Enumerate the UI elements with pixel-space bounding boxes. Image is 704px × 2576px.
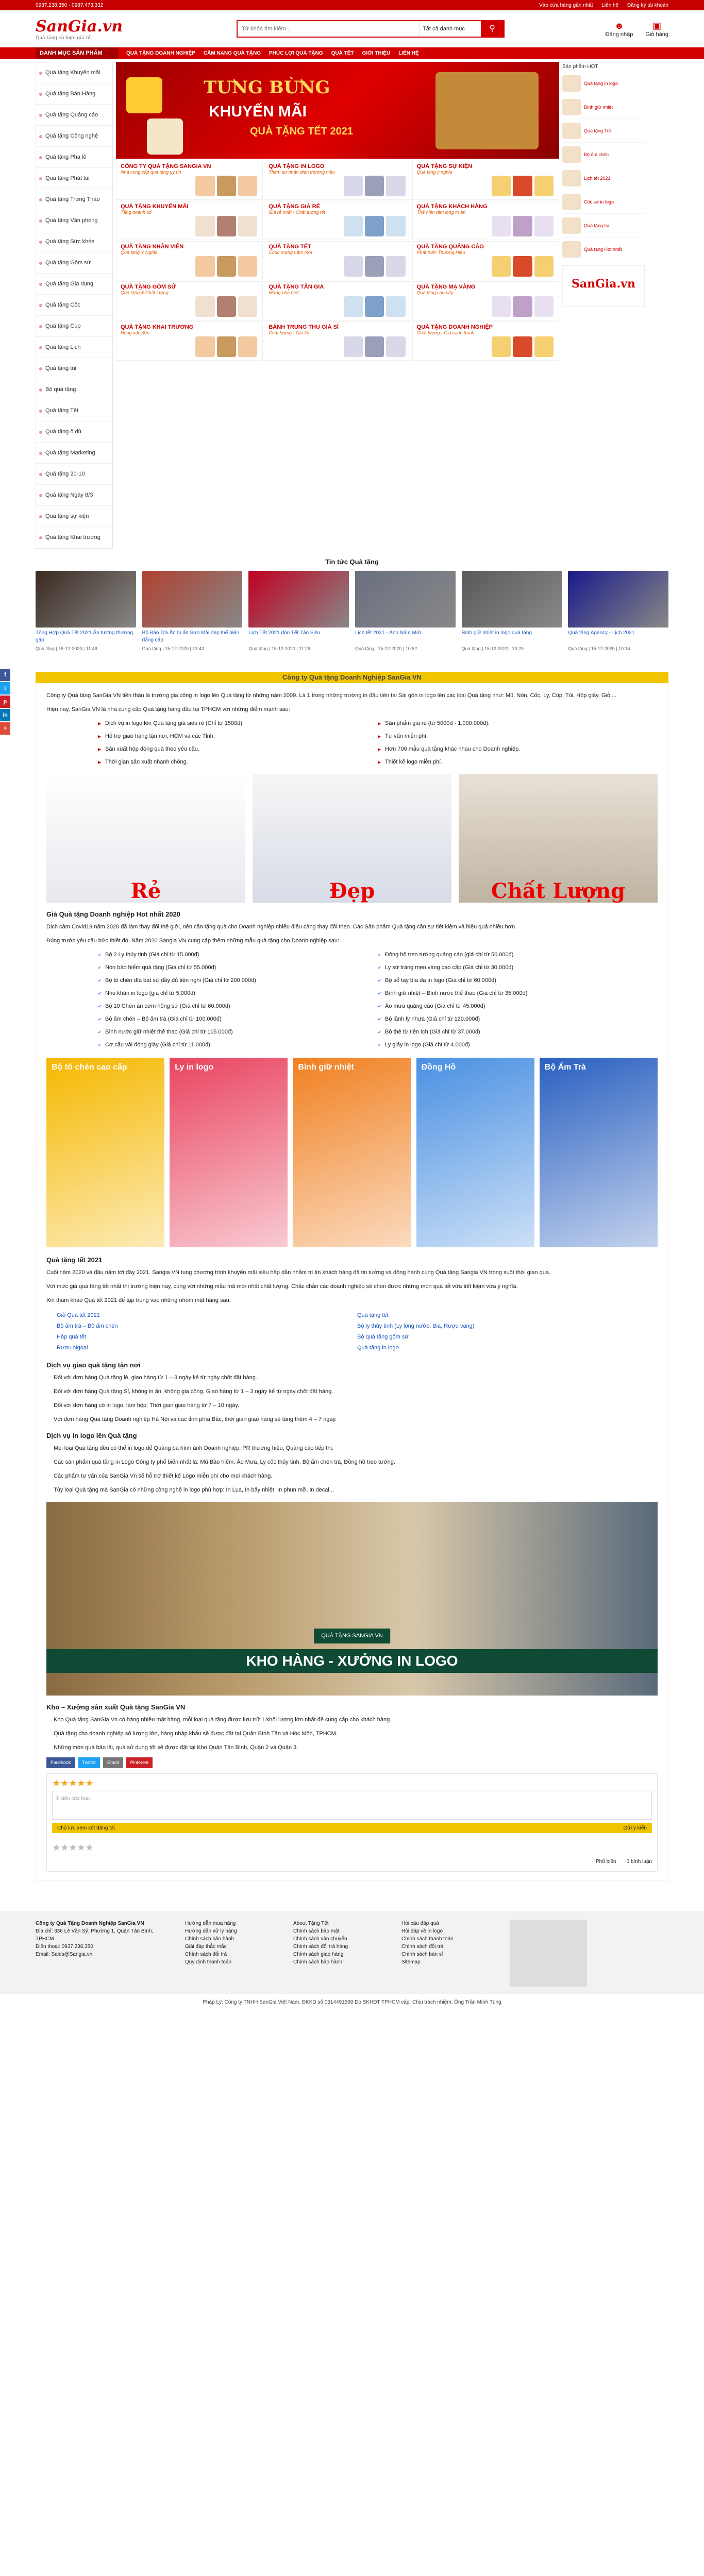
news-thumbnail [248, 571, 349, 628]
hot-product-name: Quà tặng Tết [584, 128, 611, 133]
hot-gift-item: ✔ Bộ 10 Chén ăn cơm hồng sứ (Giá chỉ từ 60.000đ) [98, 1002, 378, 1011]
comment-box [46, 1773, 658, 1872]
print-list [46, 1444, 658, 1495]
warehouse-caption: QUÀ TẶNG SANGIA VN [314, 1629, 390, 1643]
category-image [492, 336, 554, 357]
hot-gifts-list [98, 951, 658, 1049]
sidebar-item[interactable]: Quà tặng Quảng cáo [36, 105, 112, 126]
product-thumbnail [562, 99, 581, 115]
category-name: QUÀ TẶNG GIÁ RẺ [269, 204, 320, 210]
strength-item: ▶ Thời gian sản xuất nhanh chóng. [98, 758, 378, 767]
category-card[interactable] [412, 321, 559, 361]
hot-gifts-heading: Giá Quà tặng Doanh nghiệp Hot nhất 2020 [46, 910, 181, 918]
product-thumbnail [562, 241, 581, 258]
brand-banner[interactable]: SanGia.vn [562, 265, 645, 307]
news-item[interactable] [462, 571, 562, 651]
banner-line3: QUÀ TẶNG TẾT 2021 [250, 126, 354, 137]
list-item: Đối với đơn hàng Quà tặng lẻ, giao hàng từ 1 – 3 ngày kể từ ngày chốt đặt hàng. [54, 1375, 257, 1381]
footer-link[interactable]: Hỏi đáp về in logo [401, 1928, 443, 1934]
sidebar-item[interactable]: Quà tặng Sức khỏe [36, 231, 112, 252]
category-image [195, 336, 257, 357]
print-heading: Dịch vụ in logo lên Quà tặng [46, 1432, 137, 1439]
bowls-photo: Rẻ [46, 774, 245, 903]
category-name: QUÀ TẶNG NHÂN VIÊN [121, 244, 184, 250]
hot-gift-item: ✔ Bộ ấm chén – Bộ ấm trà (Giá chỉ từ 100.000đ) [98, 1015, 378, 1024]
sidebar-item[interactable]: Quà tặng Công nghệ [36, 126, 112, 147]
contact-link[interactable]: Liên hệ [601, 2, 619, 8]
promo-tile[interactable] [293, 1058, 411, 1247]
hot-gift-item: ✔ Bình nước giữ nhiệt thể thao (Giá chỉ từ 105.000đ) [98, 1028, 378, 1037]
tet-link[interactable]: Rượu Ngoại [57, 1345, 88, 1351]
news-title[interactable]: Tổng Hợp Quà Tết 2021 Ấn tượng thường gặp [36, 630, 133, 643]
category-slogan: Quà tặng & Chất lượng [121, 290, 169, 295]
service-list [46, 1374, 658, 1424]
promo-tile[interactable] [170, 1058, 288, 1247]
news-date: Quà tặng | 15-12-2020 | 10:14 [568, 646, 630, 651]
category-name: QUÀ TẶNG KHUYẾN MÃI [121, 204, 189, 210]
sidebar-item[interactable]: Quà tặng túi [36, 358, 112, 379]
cart-icon: ▣ [652, 20, 662, 31]
news-thumbnail [355, 571, 456, 628]
strength-item: ▶ Sản xuất hộp đóng quà theo yêu cầu. [98, 745, 378, 754]
search-input[interactable] [238, 21, 419, 37]
social-icon[interactable]: f [0, 669, 10, 681]
hot-gift-item: ✔ Nón bảo hiểm quà tặng (Giá chỉ từ 55.000đ) [98, 963, 378, 972]
hotline: 0937.238.350 - 0987.473.332 [36, 2, 104, 8]
footer-phone: Điện thoại: 0937.238.350 [36, 1944, 93, 1950]
product-thumbnail [562, 194, 581, 210]
hot-gift-item: ✔ Bộ sổ tay bìa da in logo (Giá chỉ từ 60.000đ) [378, 976, 658, 985]
hot-gift-item: ✔ Bộ thẻ từ tiện ích (Giá chỉ từ 37.000đ) [378, 1028, 658, 1037]
strength-item: ▶ Hơn 700 mẫu quà tặng khác nhau cho Doanh nghiệp. [378, 745, 658, 754]
strength-item: ▶ Thiết kế logo miễn phí. [378, 758, 658, 767]
map-thumbnail[interactable] [510, 1920, 587, 1987]
site-logo[interactable]: SanGia.vn Quà tặng có logo giá rẻ [36, 17, 123, 41]
category-card[interactable] [264, 161, 411, 200]
footer-link[interactable]: Sitemap [401, 1959, 421, 1965]
promo-tile-label: Bình giữ nhiệt [298, 1063, 354, 1072]
footer [0, 1911, 704, 1994]
news-item[interactable] [568, 571, 668, 651]
category-slogan: Thêm sự nhận diện thương hiệu [269, 170, 335, 175]
news-item[interactable] [355, 571, 456, 651]
social-icon[interactable]: t [0, 682, 10, 694]
category-name: QUÀ TẶNG TÂN GIA [269, 284, 324, 290]
footer-link[interactable]: Chính sách bán sỉ [401, 1952, 443, 1957]
sidebar-item[interactable]: Quà tặng 20-10 [36, 464, 112, 485]
category-image [344, 216, 406, 236]
promo-grid [46, 1058, 658, 1247]
category-name: QUÀ TẶNG QUẢNG CÁO [416, 244, 484, 250]
hot-product-item[interactable] [562, 190, 645, 214]
news-item[interactable] [142, 571, 243, 651]
news-item[interactable] [248, 571, 349, 651]
hot-gift-item: ✔ Cơ cấu vải đóng giày (Giá chỉ từ 11.000đ) [98, 1041, 378, 1049]
social-icon[interactable]: in [0, 709, 10, 721]
category-card[interactable] [412, 241, 559, 280]
category-name: CÔNG TY QUÀ TẶNG SANGIA VN [121, 163, 211, 170]
list-item: Đối với đơn hàng có in logo, làm hộp: Thời gian giao hàng từ 7 – 10 ngày. [54, 1402, 240, 1409]
category-name: QUÀ TẶNG SỰ KIỆN [416, 163, 473, 170]
strengths-intro: Hiện nay, SanGia VN là nhà cung cấp Quà tặng hàng đầu tại TPHCM với những điểm mạnh sau: [46, 706, 290, 713]
sidebar-item[interactable]: Bộ quà tặng [36, 379, 112, 400]
user-icon: ☻ [614, 20, 624, 31]
footer-link[interactable]: Chính sách bảo hành [293, 1959, 343, 1965]
tet-heading: Quà tặng tết 2021 [46, 1256, 103, 1264]
category-image [344, 296, 406, 317]
news-thumbnail [36, 571, 136, 628]
nav-item[interactable]: GIỚI THIỆU [362, 50, 391, 56]
news-title[interactable]: Bình giữ nhiệt in logo quà tặng [461, 630, 532, 636]
sidebar-item[interactable]: Quà tặng sự kiện [36, 506, 112, 527]
list-item: Các sản phẩm quà tặng in Logo Công ty phổ biến nhất là: Mũ Bảo hiểm, Áo Mưa, Ly cốc thủy tinh, Bộ ấm chén trà, Đồng hồ treo tường. [54, 1459, 395, 1465]
sidebar-item[interactable]: Quà tặng ô dù [36, 421, 112, 443]
category-card[interactable] [264, 321, 411, 361]
article [36, 683, 668, 1880]
tet-link[interactable]: Quà tặng tết [357, 1312, 389, 1318]
category-image [492, 176, 554, 196]
hot-product-name: Bình giữ nhiệt [584, 104, 613, 110]
news-date: Quà tặng | 15-12-2020 | 11:26 [248, 646, 310, 651]
category-slogan: Chất lượng - Giá tốt [269, 330, 310, 335]
promo-tile-label: Ly in logo [175, 1063, 214, 1072]
list-item: Với đơn hàng Quà tặng Doanh nghiệp Hà Nội và các tỉnh phía Bắc, thời gian giao hàng sẽ tăng thêm 4 – 7 ngày. [54, 1416, 337, 1422]
register-link[interactable]: Đăng ký tài khoản [627, 2, 668, 8]
beer-mugs-photo: Chất Lượng [459, 774, 658, 903]
store-link[interactable]: Vào cửa hàng gần nhất [539, 2, 593, 8]
footer-link[interactable]: Chính sách thanh toán [401, 1936, 454, 1942]
hot-product-name: Quà tặng in logo [584, 80, 618, 86]
comment-note: Chủ lưu xem xét đăng tải [57, 1825, 115, 1831]
comment-textarea[interactable]: Ý kiến của bạn [52, 1791, 652, 1820]
hot-products [562, 62, 645, 549]
nav-item[interactable]: CẨM NANG QUÀ TẶNG [203, 50, 261, 56]
hot-gift-item: ✔ Ly giấy in logo (Giá chỉ từ 4.000đ) [378, 1041, 658, 1049]
category-card[interactable] [412, 161, 559, 200]
rating-stars[interactable]: ★★★★★ [52, 1778, 94, 1788]
category-slogan: Chất lượng - Giá cạnh tranh [416, 330, 475, 335]
footer-link[interactable]: Hỏi câu đáp quà [401, 1921, 439, 1926]
category-slogan: Tăng doanh số [121, 210, 152, 215]
sidebar-item[interactable]: Quà tặng Trưng Thảo [36, 189, 112, 210]
promo-tile-label: Bộ Ấm Trà [544, 1063, 586, 1072]
share-pinterest-button[interactable]: Pinterest [126, 1757, 153, 1768]
sort-select[interactable]: Phổ biến [596, 1859, 616, 1865]
sidebar-item[interactable]: Quà tặng Phát tài [36, 168, 112, 189]
sidebar-item[interactable]: Quà tặng Tết [36, 400, 112, 421]
promo-tile[interactable] [416, 1058, 534, 1247]
paragraph: Cuối năm 2020 và đầu năm tới đây 2021. Sangia VN tung chương trình khuyến mãi siêu hấp dẫn nhằm tri ân khách hàng đã tin tưởng và đồng hành cùng Quà tặng Sangia VN trong suốt thời gian qua. [46, 1269, 550, 1276]
hot-product-name: Bộ ấm chén [584, 151, 609, 157]
sidebar-item[interactable]: Quà tặng Cốc [36, 295, 112, 316]
category-card[interactable] [264, 201, 411, 240]
tea-set-photo: Đẹp [253, 774, 451, 903]
product-thumbnail [562, 146, 581, 163]
footer-link[interactable]: Chính sách đổi trả [401, 1944, 444, 1950]
nav-item[interactable]: QUÀ TẾT [331, 50, 354, 56]
category-card[interactable] [116, 161, 263, 200]
footer-link[interactable]: Hướng dẫn mua hàng [185, 1921, 236, 1926]
search-icon[interactable]: ⚲ [481, 21, 504, 37]
hot-gift-item: ✔ Bộ lãnh ly nhựa (Giá chỉ từ 120.000đ) [378, 1015, 658, 1024]
category-sidebar [36, 62, 113, 549]
category-image [492, 296, 554, 317]
news-thumbnail [142, 571, 243, 628]
nav-item[interactable]: QUÀ TẶNG DOANH NGHIỆP [126, 50, 195, 56]
promo-tile-label: Bộ tô chén cao cấp [52, 1063, 127, 1072]
category-image [492, 256, 554, 277]
footer-link[interactable]: Chính sách giao hàng [293, 1952, 344, 1957]
hot-gift-item: ✔ Bộ 2 Ly thủy tinh (Giá chỉ từ 15.000đ) [98, 951, 378, 959]
social-icon[interactable]: p [0, 696, 10, 708]
footer-email[interactable]: Email: Sales@Sangia.vn [36, 1952, 93, 1957]
hot-product-item[interactable] [562, 72, 645, 95]
store-heading: Kho – Xưởng sản xuất Quà tặng SanGia VN [46, 1703, 186, 1711]
hot-gift-item: ✔ Nhu khăn in logo (giá chỉ từ 5.000đ) [98, 989, 378, 998]
promo-tile[interactable] [46, 1058, 164, 1247]
category-name: QUÀ TẶNG KHÁCH HÀNG [416, 204, 488, 210]
category-name: QUÀ TẶNG TẾT [269, 244, 311, 250]
category-card[interactable] [264, 281, 411, 320]
category-name: QUÀ TẶNG KHAI TRƯƠNG [121, 324, 194, 330]
hot-product-item[interactable] [562, 238, 645, 261]
gift-box-image [147, 118, 183, 155]
tet-link[interactable]: Quà tặng in logo [357, 1345, 399, 1351]
category-card[interactable] [116, 281, 263, 320]
strength-item: ▶ Tư vấn miễn phí. [378, 732, 658, 741]
list-item: Những món quà bảo lãi, quà sử dụng tốt sẽ được đặt tại Kho Quận Tân Bình, Quận 2 và Quận 3. [54, 1744, 298, 1751]
hot-gift-item: ✔ Áo mưa quảng cáo (Giá chỉ từ 45.000đ) [378, 1002, 658, 1011]
sidebar-item[interactable]: Quà tặng Pha lê [36, 147, 112, 168]
news-thumbnail [568, 571, 668, 628]
nav-item[interactable]: LIÊN HỆ [398, 50, 419, 56]
category-name: QUÀ TẶNG DOANH NGHIỆP [416, 324, 493, 330]
news-date: Quà tặng | 15-12-2020 | 10:52 [355, 646, 417, 651]
category-slogan: Nhà cung cấp quà tặng uy tín [121, 170, 181, 175]
share-email-button[interactable]: Email [103, 1757, 123, 1768]
hot-product-name: Cốc sứ in logo [584, 199, 614, 205]
intro-paragraph: Công ty Quà tặng SanGia VN tiền thân là trường gia công in logo lên Quà tặng từ những năm 2009. Là 1 trong những trường in đầu tiên tại Sài gòn in logo lên các loại Quà tặng như: Mũ, Nón, Cốc, Ly, Cúp, Túi, Hộp giấy, Giỏ ... [46, 692, 617, 699]
category-card[interactable] [116, 241, 263, 280]
sidebar-item[interactable]: Quà tặng Văn phòng [36, 210, 112, 231]
strength-item: ▶ Hỗ trợ giao hàng tận nơi, HCM và các Tỉnh. [98, 732, 378, 741]
footer-links [401, 1920, 494, 1987]
share-bar [46, 1757, 658, 1768]
cart-button[interactable]: ▣ Giỏ hàng [645, 20, 668, 38]
tet-link[interactable]: Bộ ấm trà – Bộ ấm chén [57, 1323, 118, 1329]
news-item[interactable] [36, 571, 136, 651]
tet-link[interactable]: Bộ ly thủy tinh (Ly long nước, Bia, Rượu vang) [357, 1323, 475, 1329]
strength-item: ▶ Dịch vụ in logo lên Quà tặng giá siêu rẻ (Chỉ từ 1500đ). [98, 719, 378, 728]
sidebar-item[interactable]: Quà tặng Marketing [36, 443, 112, 464]
footer-link[interactable]: Chính sách bảo hành [185, 1936, 234, 1942]
gift-set-image [435, 72, 539, 149]
category-card[interactable] [116, 201, 263, 240]
comment-count: 0 bình luận [626, 1859, 652, 1865]
sidebar-item[interactable]: Quà tặng Bán Hàng [36, 83, 112, 105]
hot-product-name: Lịch tết 2021 [584, 175, 611, 181]
category-image [344, 256, 406, 277]
share-facebook-button[interactable]: Facebook [46, 1757, 75, 1768]
list-item: Tùy loại Quà tặng mà SanGia có những công nghệ in logo phù hợp: In Lụa, In bấy nhiệt, In phun mỡ, In decal... [54, 1487, 334, 1493]
category-slogan: Hồng vận đến [121, 330, 150, 335]
footer-company: Công ty Quà Tặng Doanh Nghiệp SanGia VN [36, 1921, 144, 1926]
category-slogan: Quà tặng cao cấp [416, 290, 454, 295]
category-card[interactable] [412, 201, 559, 240]
footer-link[interactable]: About Tặng Tết [293, 1921, 329, 1926]
hot-product-item[interactable] [562, 119, 645, 143]
list-item: Mọi loại Quà tặng đều có thể in logo để Quảng bá hình ảnh Doanh nghiệp, PR thương hiệu, Quảng cáo tiếp thị. [54, 1445, 333, 1451]
news-section-title: Tin tức Quà tặng [325, 558, 379, 566]
sidebar-item[interactable]: Quà tặng Gốm sứ [36, 252, 112, 274]
store-list [46, 1716, 658, 1752]
category-slogan: Giá rẻ nhất - Chất lượng tốt [269, 210, 326, 215]
footer-address: Địa chỉ: 336 Lê Văn Sỹ, Phường 1, Quận Tân Bình, TPHCM [36, 1928, 154, 1942]
social-icon[interactable]: + [0, 722, 10, 735]
category-card[interactable] [264, 241, 411, 280]
strengths-list [98, 719, 658, 767]
paragraph: Với mức giá quà tặng tốt nhất thị trường hiện nay, cùng với những mẫu mã mới nhất chất lượng. Chắc chắn các doanh nghiệp sẽ chọn được những món quà tết vừa tiết kiệm vừa ý nghĩa. [46, 1283, 518, 1290]
category-slogan: Chúc mừng năm mới [269, 250, 312, 255]
paragraph: Xin tham khảo Quà tết 2021 để tập trung vào những nhóm mặt hàng sau: [46, 1297, 231, 1303]
footer-link[interactable]: Chính sách bảo mật [293, 1928, 340, 1934]
paragraph: Đúng trước yêu cầu bức thiết đó, Năm 2020 Sangia VN cung cấp thêm những mẫu quà tặng cho Doanh nghiệp sau: [46, 938, 340, 944]
footer-links [293, 1920, 386, 1987]
footer-links [185, 1920, 278, 1987]
category-grid [116, 161, 559, 361]
tet-links [57, 1310, 658, 1353]
account-button[interactable]: ☻ Đăng nhập [605, 20, 633, 38]
category-name: QUÀ TẶNG GỐM SỨ [121, 284, 176, 290]
sidebar-item[interactable]: Quà tặng Khuyến mãi [36, 62, 112, 83]
category-image [195, 176, 257, 196]
rating-summary-stars: ★★★★★ [52, 1842, 94, 1853]
hot-gift-item: ✔ Ly sứ tráng men vàng cao cấp (Giá chỉ từ 30.000đ) [378, 963, 658, 972]
news-date: Quà tặng | 15-12-2020 | 13:43 [142, 646, 204, 651]
social-sidebar [0, 669, 10, 736]
news-title[interactable]: Lịch tết 2021 - Ảnh Năm Mới [355, 630, 421, 636]
list-item: Các phẩm tư vấn của SanGia Vn sẽ hỗ trợ thiết kế Logo miễn phí cho mọi khách hàng. [54, 1473, 273, 1479]
category-slogan: Quà tặng ý nghĩa [416, 170, 452, 175]
search-category-select[interactable]: Tất cả danh mục [419, 21, 481, 37]
hot-product-name: Quà tặng Hot nhất [584, 246, 622, 252]
nav-item[interactable]: PHÚC LỢI QUÀ TẶNG [269, 50, 323, 56]
top-bar [0, 0, 704, 10]
category-image [344, 176, 406, 196]
tet-link[interactable]: Bộ quà tặng gốm sứ [357, 1334, 409, 1340]
news-date: Quà tặng | 15-12-2020 | 10:20 [461, 646, 524, 651]
category-image [195, 296, 257, 317]
category-name: BÁNH TRUNG THU GIÁ SỈ [269, 324, 339, 330]
warehouse-photo [46, 1502, 658, 1696]
warehouse-banner-text: KHO HÀNG - XƯỞNG IN LOGO [46, 1649, 658, 1673]
category-card[interactable] [116, 321, 263, 361]
promo-banner[interactable] [116, 62, 559, 159]
service-heading: Dịch vụ giao quà tặng tận nơi [46, 1361, 141, 1369]
hot-product-item[interactable] [562, 214, 645, 238]
main-nav [0, 47, 704, 59]
hot-product-item[interactable] [562, 166, 645, 190]
news-date: Quà tặng | 15-12-2020 | 11:48 [36, 646, 97, 651]
category-slogan: Mừng nhà mới [269, 290, 299, 295]
submit-comment-button[interactable]: Gửi ý kiến [623, 1825, 647, 1831]
product-thumbnail [562, 123, 581, 139]
list-item: Quà tặng cho doanh nghiệp số lượng lớn, hàng nhập khẩu sẽ được đặt tại Quận Bình Tân và Hóc Môn, TPHCM. [54, 1731, 338, 1737]
sidebar-item[interactable]: Quà tặng Cúp [36, 316, 112, 337]
news-title[interactable]: Lịch Tết 2021 đón Tết Tân Sửu [248, 630, 320, 636]
hot-product-item[interactable] [562, 95, 645, 119]
category-card[interactable] [412, 281, 559, 320]
footer-link[interactable]: Hướng dẫn xử lý hàng [185, 1928, 237, 1934]
hot-gift-item: ✔ Bình giữ nhiệt – Bình nước thể thao (Giá chỉ từ 35.000đ) [378, 989, 658, 998]
hot-product-item[interactable] [562, 143, 645, 166]
news-list [36, 571, 668, 651]
sidebar-item[interactable]: Quà tặng Lịch [36, 337, 112, 358]
product-thumbnail [562, 75, 581, 92]
category-menu-toggle[interactable]: DANH MỤC SẢN PHẨM [36, 47, 118, 59]
promo-tile-label: Đồng Hồ [421, 1063, 456, 1072]
category-image [492, 216, 554, 236]
header [0, 10, 704, 47]
list-item: Đối với đơn hàng Quà tặng Sỉ, không in ấn, không gia công. Giao hàng từ 1 – 3 ngày kể từ ngày chốt đặt hàng. [54, 1388, 333, 1395]
tet-link[interactable]: Giỏ Quà tết 2021 [57, 1312, 100, 1318]
category-image [344, 336, 406, 357]
search-bar [237, 20, 505, 38]
category-slogan: Quà tặng Ý Nghĩa [121, 250, 158, 255]
tet-link[interactable]: Hộp quà tết [57, 1334, 86, 1340]
category-slogan: Phát triển Thương Hiệu [416, 250, 465, 255]
hot-products-title: Sản phẩm HOT [562, 64, 598, 70]
product-thumbnail [562, 170, 581, 187]
category-slogan: Thể hiện tấm lòng tri ân [416, 210, 466, 215]
footer-link[interactable]: Chính sách đổi trả [185, 1952, 227, 1957]
gift-box-image [126, 77, 162, 113]
sidebar-item[interactable]: Quà tặng Gia dụng [36, 274, 112, 295]
company-title: Công ty Quà tặng Doanh Nghiệp SanGia VN [36, 672, 668, 683]
share-twitter-button[interactable]: Twitter [78, 1757, 100, 1768]
category-image [195, 256, 257, 277]
footer-link[interactable]: Chính sách đổi trả hàng [293, 1944, 348, 1950]
hot-gift-item: ✔ Bộ tô chén đĩa bát sứ đầy đủ tiện nghi (Giá chỉ từ 200.000đ) [98, 976, 378, 985]
hot-gift-item: ✔ Đồng hồ treo tường quảng cáo (giá chỉ từ 50.000đ) [378, 951, 658, 959]
footer-link[interactable]: Chính sách vận chuyển [293, 1936, 347, 1942]
banner-line2: KHUYẾN MÃI [209, 103, 307, 120]
list-item: Kho Quà tặng SanGia Vn có hàng nhiều mặt hàng, mỗi loại quà tặng được lưu trữ 1 khối lượng lớn nhất để cung cấp cho khách hàng. [54, 1717, 392, 1723]
news-title[interactable]: Quà tặng Agency - Lịch 2021 [568, 630, 635, 636]
sidebar-item[interactable]: Quà tặng Khai trương [36, 527, 112, 548]
sidebar-item[interactable]: Quà tặng Ngày 8/3 [36, 485, 112, 506]
hot-product-name: Quà tặng túi [584, 223, 610, 228]
paragraph: Dịch càm Covid19 năm 2020 đã làm thay đổi thế giới, nên cần tặng quà cho Doanh nghiệp nhiều điều càng thay đổi theo. Các Sản phẩm Quà tặng cần sự tiết kiệm và hiệu quả nhiều hơn. [46, 924, 517, 930]
news-thumbnail [462, 571, 562, 628]
product-thumbnail [562, 217, 581, 234]
strength-item: ▶ Sản phẩm giá rẻ (từ 5000đ - 1.000.000đ). [378, 719, 658, 728]
copyright: Pháp Lý: Công ty TNHH SanGia Việt Nam. ĐKKD số 0314491599 Do SKHĐT TPHCM cấp. Chịu trách nhiệm: Ông Trần Minh Tùng [203, 1999, 501, 2005]
footer-link[interactable]: Quy định thanh toán [185, 1959, 232, 1965]
news-title[interactable]: Bộ Bàn Trà Ấn In ấn Sơn Mài đẹp thể hiện đẳng cấp [142, 630, 240, 643]
footer-link[interactable]: Giải đáp thắc mắc [185, 1944, 227, 1950]
category-name: QUÀ TẶNG MẠ VÀNG [416, 284, 476, 290]
category-image [195, 216, 257, 236]
promo-tile[interactable] [540, 1058, 658, 1247]
showcase-photos [46, 774, 658, 903]
banner-line1: TƯNG BỪNG [204, 77, 330, 98]
category-name: QUÀ TẶNG IN LOGO [269, 163, 325, 170]
